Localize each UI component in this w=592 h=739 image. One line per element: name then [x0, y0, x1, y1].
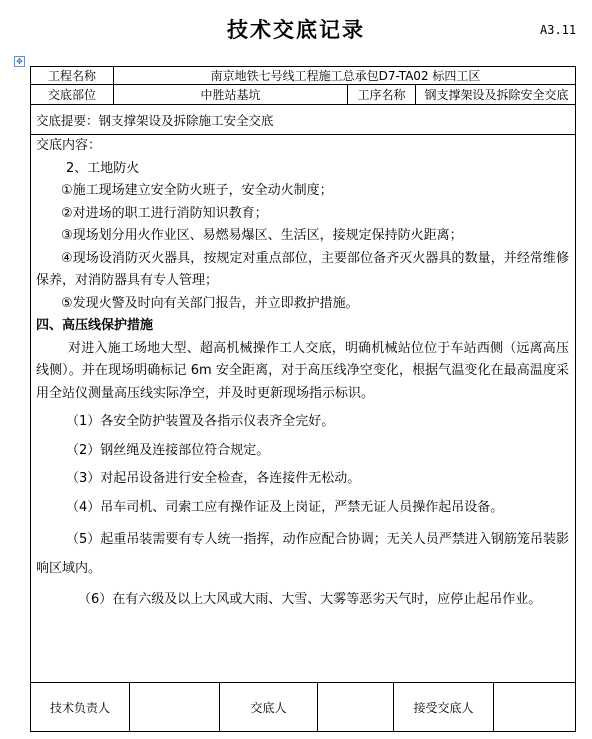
receiver-label: 接受交底人	[393, 683, 493, 731]
disclosure-content	[31, 135, 575, 683]
fire-item: ③现场划分用火作业区、易燃易爆区、生活区，接规定保持防火距离；	[61, 228, 463, 243]
section4-item: （3）对起吊设备进行安全检查，各连接件无松动。	[66, 471, 361, 486]
section4-item: （4）吊车司机、司索工应有操作证及上岗证，严禁无证人员操作起吊设备。	[66, 499, 504, 515]
fire-item: ④现场设消防灭火器具，按规定对重点部位，主要部位备齐灭火器具的数量，并经常维修保养，对消防器具有专人管理；	[36, 250, 569, 288]
fire-item: ①施工现场建立安全防火班子，安全动火制度；	[61, 183, 333, 198]
tech-lead-label: 技术负责人	[49, 700, 110, 715]
section4-title: 四、高压线保护措施	[36, 318, 154, 333]
project-name-label: 工程名称	[47, 69, 96, 83]
signature-row	[31, 682, 575, 731]
fire-section-title: 2、工地防火	[66, 160, 140, 176]
document-title: 技术交底记录	[227, 18, 365, 42]
summary-row	[31, 105, 575, 135]
site-row	[31, 85, 575, 105]
section4-item: （6）在有六级及以上大风或大雨、大雪、大雾等恶劣天气时，应停止起吊作业。	[78, 592, 542, 607]
discloser-label: 交底人	[219, 683, 317, 731]
receiver-signature-field[interactable]	[493, 683, 577, 731]
section4-item: （5）起重吊装需要有专人统一指挥，动作应配合协调；无关人员严禁进入钢筋笼吊装影响区域内。	[36, 532, 569, 576]
section4-item: （2）钢丝绳及连接部位符合规定。	[66, 442, 270, 458]
tech-lead-signature-field[interactable]	[129, 683, 219, 731]
disclosure-table	[30, 66, 576, 732]
table-move-handle-icon[interactable]: ✥	[14, 56, 25, 67]
project-name-row	[31, 67, 575, 85]
fire-item: ②对进场的职工进行消防知识教育；	[61, 205, 268, 221]
site-label: 交底部位	[47, 88, 96, 102]
site-value: 中胜站基坑	[113, 85, 347, 104]
summary-text: 交底提要：钢支撑架设及拆除施工安全交底	[36, 112, 274, 128]
process-value: 钢支撑架设及拆除安全交底	[415, 85, 577, 104]
document-code: A3.11	[540, 23, 577, 37]
project-name-value: 南京地铁七号线工程施工总承包D7-TA02 标四工区	[113, 67, 577, 84]
process-label: 工序名称	[347, 85, 415, 104]
fire-item: ⑤发现火警及时向有关部门报告，并立即救护措施。	[61, 295, 359, 311]
section4-paragraph: 对进入施工场地大型、超高机械操作工人交底，明确机械站位位于车站西侧（远离高压线侧）。并在现场明确标记 6m 安全距离，对于高压线净空变化，根据气温变化在最高温度采用全站仪测量高压线实际净空，并及时更新现场指示标识。	[36, 340, 569, 401]
content-intro: 交底内容：	[36, 138, 102, 153]
section4-item: （1）各安全防护装置及各指示仪表齐全完好。	[66, 414, 335, 429]
discloser-signature-field[interactable]	[317, 683, 393, 731]
